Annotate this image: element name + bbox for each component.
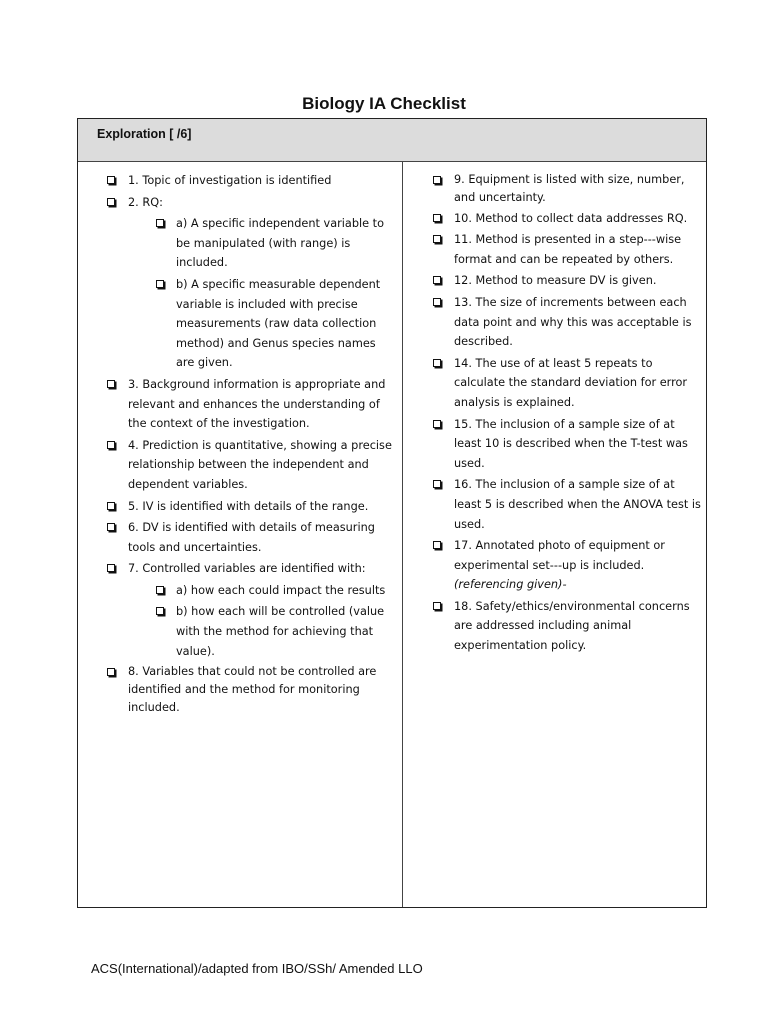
checklist-item[interactable]: [104, 497, 394, 517]
checkbox-icon[interactable]: [107, 564, 115, 572]
checkbox-icon[interactable]: [156, 607, 164, 615]
checklist-item[interactable]: [430, 597, 704, 656]
checklist-item-text: a) A specific independent variable to be manipulated (with range) is included.: [176, 217, 385, 270]
checkbox-icon[interactable]: [156, 219, 164, 227]
checklist-item-text: 13. The size of increments between each data point and why this was acceptable is described.: [454, 295, 692, 349]
checkbox-icon[interactable]: [433, 420, 441, 428]
checklist-item-text: 16. The inclusion of a sample size of at least 5 is described when the ANOVA test is used.: [454, 478, 701, 531]
checklist-item[interactable]: [430, 536, 704, 595]
checklist-item-text: 17. Annotated photo of equipment or experimental set---up is included.: [454, 539, 665, 572]
checklist-item[interactable]: [430, 230, 704, 269]
checklist-item-text: 11. Method is presented in a step---wise format and can be repeated by others.: [454, 233, 682, 266]
checklist-item-text: 2. RQ:: [128, 195, 163, 209]
checklist-table: [77, 118, 707, 908]
checklist-item[interactable]: [430, 354, 704, 413]
checklist-item-text: b) how each will be controlled (value with the method for achieving that value).: [176, 605, 385, 658]
checklist-item[interactable]: [104, 436, 394, 495]
checkbox-icon[interactable]: [107, 441, 115, 449]
checkbox-icon[interactable]: [433, 602, 441, 610]
checklist-subitem[interactable]: [154, 602, 394, 661]
right-column: [430, 171, 704, 658]
checklist-item[interactable]: [430, 209, 704, 229]
checklist-item-text: 7. Controlled variables are identified with:: [128, 562, 366, 576]
checklist-item-text: b) A specific measurable dependent variable is included with precise measurements (raw data collection method) and Genus species names are given.: [176, 277, 381, 370]
checkbox-icon[interactable]: [107, 176, 115, 184]
checkbox-icon[interactable]: [107, 523, 115, 531]
checklist-item-text: 5. IV is identified with details of the range.: [128, 499, 369, 513]
checkbox-icon[interactable]: [107, 198, 115, 206]
column-divider: [402, 162, 403, 907]
checklist-item[interactable]: [430, 415, 704, 474]
checklist-item-text: 3. Background information is appropriate and relevant and enhances the understanding of the context of the investigation.: [128, 377, 386, 431]
checklist-item-text: 12. Method to measure DV is given.: [454, 274, 657, 288]
checklist-item-text: 9. Equipment is listed with size, number, and uncertainty.: [454, 173, 685, 204]
checkbox-icon[interactable]: [433, 235, 441, 243]
checkbox-icon[interactable]: [433, 480, 441, 488]
checkbox-icon[interactable]: [433, 214, 441, 222]
checklist-item[interactable]: [430, 171, 704, 207]
checkbox-icon[interactable]: [107, 502, 115, 510]
section-header: [78, 119, 706, 162]
checklist-item[interactable]: [104, 518, 394, 557]
page-title: Biology IA Checklist: [302, 94, 466, 113]
checkbox-icon[interactable]: [433, 359, 441, 367]
checkbox-icon[interactable]: [156, 586, 164, 594]
checkbox-icon[interactable]: [156, 280, 164, 288]
checklist-item-text: 6. DV is identified with details of measuring tools and uncertainties.: [128, 521, 375, 554]
checklist-subitem[interactable]: [154, 214, 394, 273]
checklist-item[interactable]: [104, 375, 394, 434]
checklist-subitem[interactable]: [154, 275, 394, 373]
checklist-item[interactable]: [104, 171, 394, 191]
checklist-item-text: 10. Method to collect data addresses RQ.: [454, 211, 688, 225]
section-header-label: Exploration [ /6]: [97, 127, 192, 141]
checkbox-icon[interactable]: [433, 541, 441, 549]
checklist-item-text: 4. Prediction is quantitative, showing a precise relationship between the independent and dependent variables.: [128, 438, 392, 491]
checklist-item[interactable]: [104, 559, 394, 579]
checklist-item[interactable]: [104, 193, 394, 213]
checkbox-icon[interactable]: [433, 276, 441, 284]
checklist-item[interactable]: [104, 663, 394, 716]
footer-text: ACS(International)/adapted from IBO/SSh/ Amended LLO: [91, 961, 423, 976]
left-column: [104, 171, 394, 719]
checklist-item[interactable]: [430, 293, 704, 352]
checklist-item-text: 1. Topic of investigation is identified: [128, 174, 332, 187]
checkbox-icon[interactable]: [433, 298, 441, 306]
checklist-item-text: 15. The inclusion of a sample size of at least 10 is described when the T-test was used.: [454, 417, 688, 470]
checklist-item-text: 18. Safety/ethics/environmental concerns are addressed including animal experimentation policy.: [454, 599, 690, 653]
checklist-item-text: 8. Variables that could not be controlled are identified and the method for monitoring included.: [128, 665, 377, 714]
checkbox-icon[interactable]: [107, 668, 115, 676]
checklist-item[interactable]: [430, 475, 704, 534]
checkbox-icon[interactable]: [107, 380, 115, 388]
checkbox-icon[interactable]: [433, 176, 441, 184]
checklist-item-note: (referencing given)-: [454, 578, 567, 592]
checklist-item[interactable]: [430, 271, 704, 291]
checklist-item-text: 14. The use of at least 5 repeats to calculate the standard deviation for error analysis is explained.: [454, 356, 688, 409]
checklist-item-text: a) how each could impact the results: [176, 583, 386, 597]
checklist-subitem[interactable]: [154, 581, 394, 601]
